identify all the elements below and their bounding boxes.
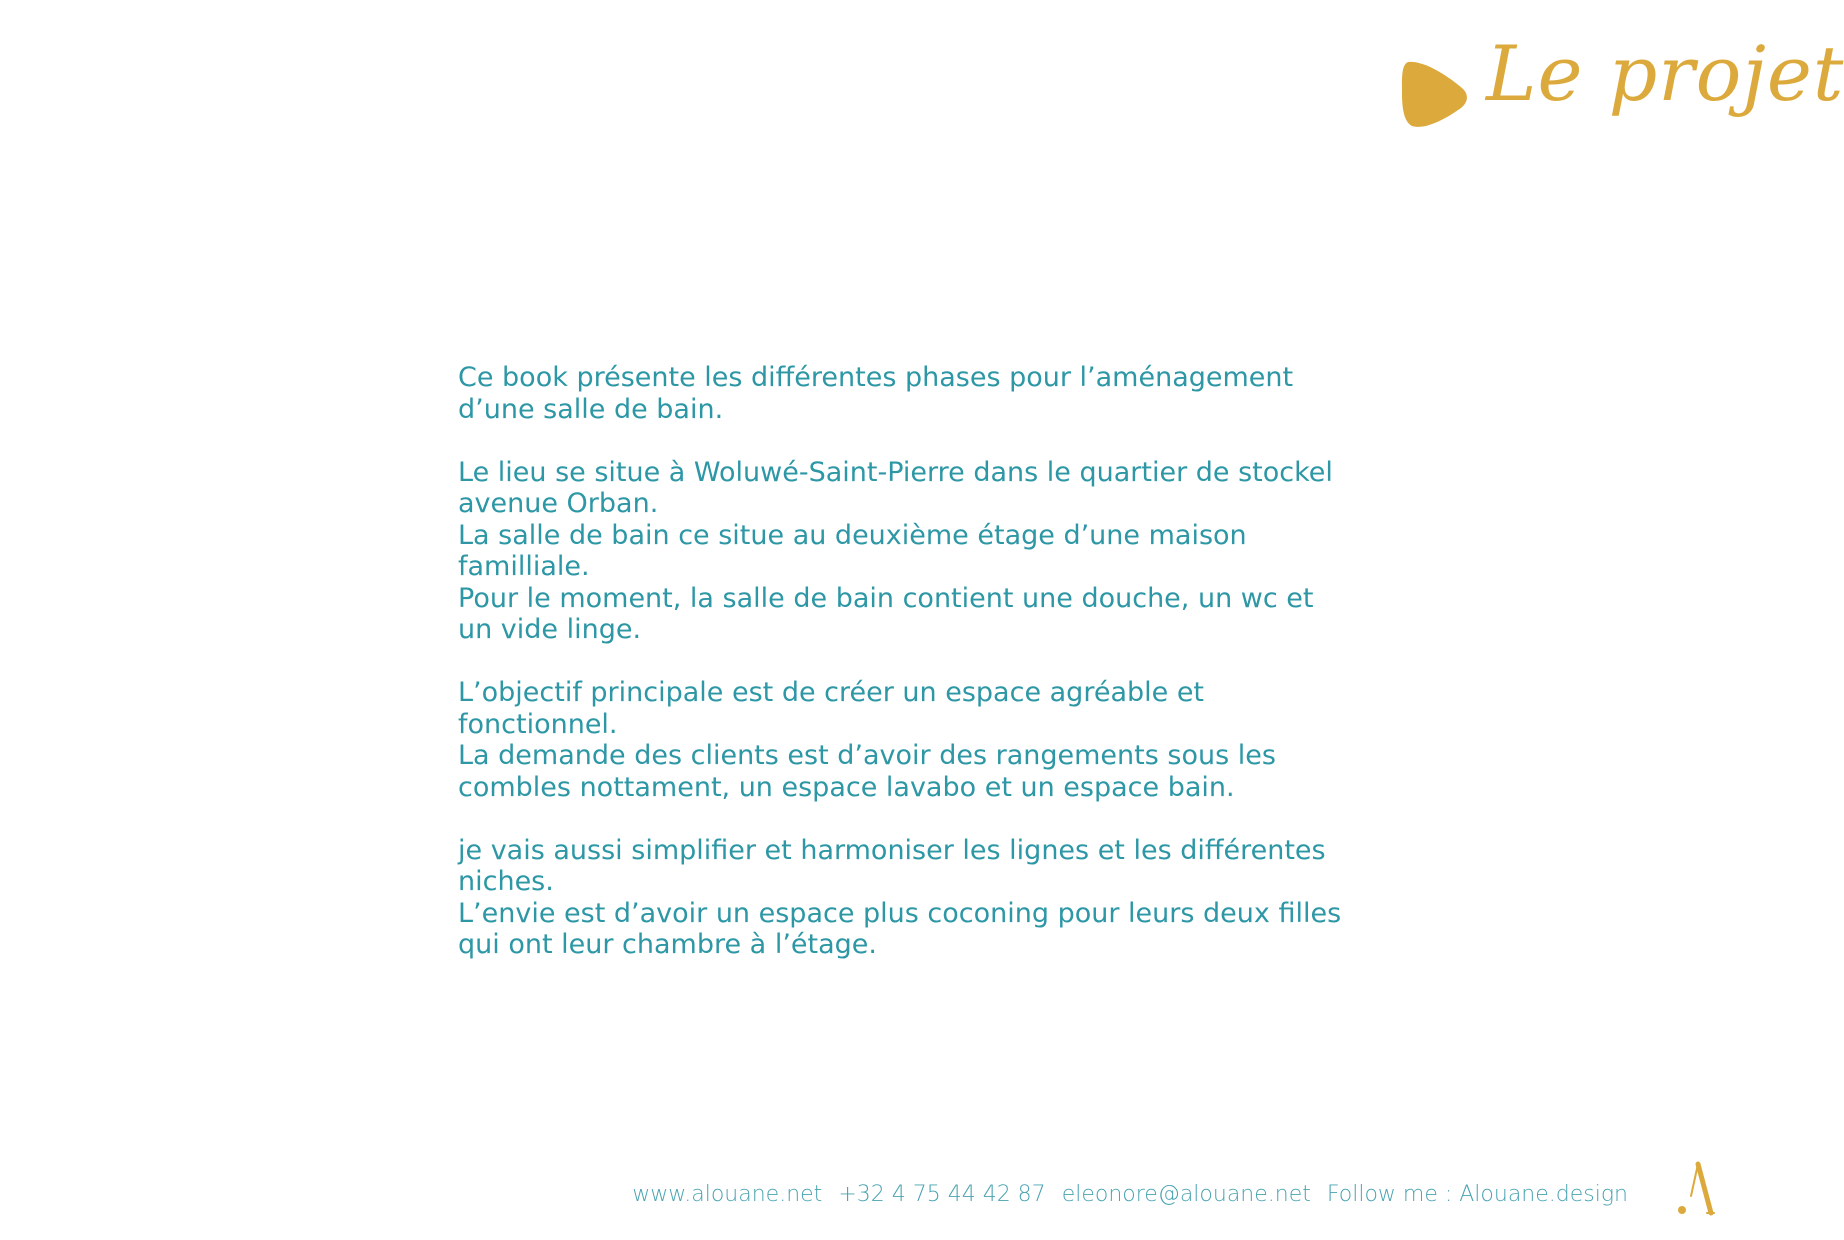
footer-contact	[632, 1182, 1628, 1207]
paragraph-location	[458, 457, 1358, 646]
text-line: avenue Orban.	[458, 488, 659, 519]
text-line: un vide linge.	[458, 614, 642, 645]
social-link[interactable]: Follow me : Alouane.design	[1326, 1182, 1628, 1207]
text-line: Pour le moment, la salle de bain contient une douche, un wc et	[458, 582, 1314, 614]
alouane-logo-icon	[1676, 1162, 1714, 1216]
paragraph-objective	[458, 677, 1358, 803]
text-line: La demande des clients est d’avoir des rangements sous les	[458, 740, 1276, 771]
text-line: La salle de bain ce situe au deuxième étage d’une maison	[458, 519, 1247, 551]
text-line: niches.	[458, 866, 554, 897]
paragraph-intentions	[458, 835, 1358, 961]
website-link[interactable]: www.alouane.net	[632, 1182, 823, 1207]
text-line: L’objectif principale est de créer un espace agréable et	[458, 677, 1205, 708]
text-line: je vais aussi simplifier et harmoniser les lignes et les différentes	[458, 834, 1326, 866]
play-shape-icon	[1400, 58, 1468, 130]
phone-number: +32 4 75 44 42 87	[838, 1182, 1046, 1207]
text-line: L’envie est d’avoir un espace plus coconing pour leurs deux filles	[458, 897, 1342, 929]
text-line: qui ont leur chambre à l’étage.	[458, 929, 877, 960]
project-description	[458, 362, 1358, 961]
text-line: d’une salle de bain.	[458, 393, 724, 425]
text-line: fonctionnel.	[458, 708, 618, 740]
page-title: Le projet	[1486, 29, 1844, 118]
paragraph-introduction	[458, 362, 1358, 425]
email-link[interactable]: eleonore@alouane.net	[1061, 1182, 1311, 1207]
text-line: familliale.	[458, 551, 590, 582]
text-line: Le lieu se situe à Woluwé-Saint-Pierre dans le quartier de stockel	[458, 456, 1333, 488]
text-line: Ce book présente les différentes phases pour l’aménagement	[458, 362, 1294, 393]
text-line: combles nottament, un espace lavabo et un espace bain.	[458, 771, 1235, 803]
